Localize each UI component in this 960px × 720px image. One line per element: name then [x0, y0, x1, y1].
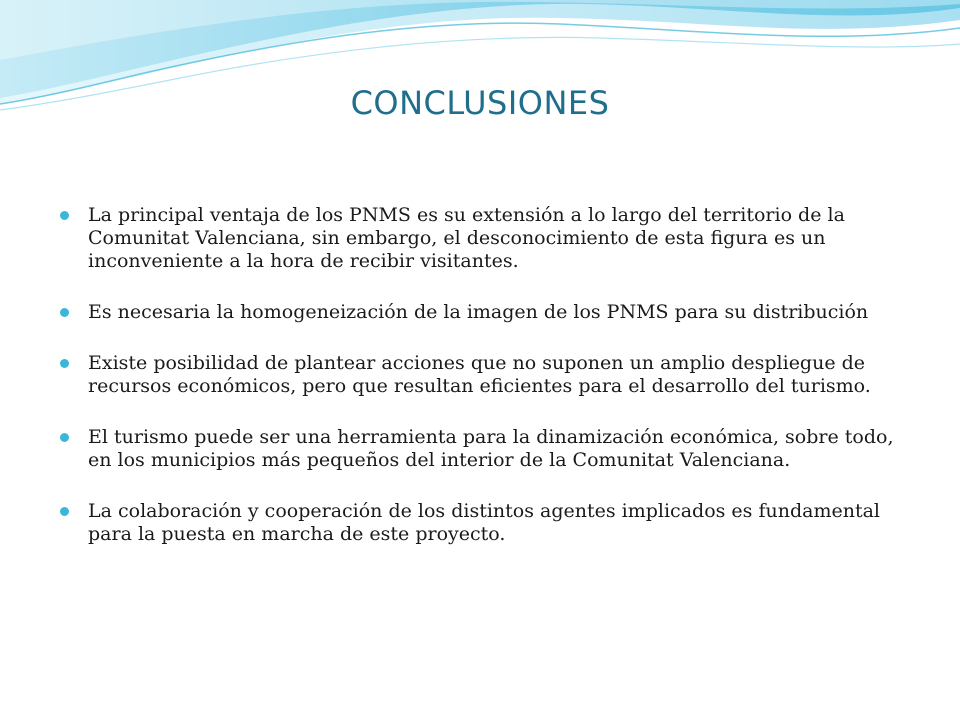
- bullet-text: Es necesaria la homogeneización de la imagen de los PNMS para su distribución: [88, 301, 869, 323]
- list-item: [60, 426, 920, 472]
- bullet-dot-icon: [60, 433, 69, 442]
- bullet-text: Existe posibilidad de plantear acciones que no suponen un amplio despliegue de recursos económicos, pero que resultan eficientes para el desarrollo del turismo.: [88, 352, 871, 397]
- list-item: [60, 301, 920, 324]
- bullet-dot-icon: [60, 308, 69, 317]
- list-item: [60, 204, 920, 273]
- bullet-text: El turismo puede ser una herramienta para la dinamización económica, sobre todo, en los municipios más pequeños del interior de la Comunitat Valenciana.: [88, 426, 894, 471]
- bullet-text: La colaboración y cooperación de los distintos agentes implicados es fundamental para la puesta en marcha de este proyecto.: [88, 500, 880, 545]
- bullet-dot-icon: [60, 359, 69, 368]
- bullet-dot-icon: [60, 211, 69, 220]
- conclusions-list: [60, 204, 920, 574]
- list-item: [60, 352, 920, 398]
- list-item: [60, 500, 920, 546]
- slide-title: CONCLUSIONES: [350, 84, 610, 122]
- bullet-text: La principal ventaja de los PNMS es su extensión a lo largo del territorio de la Comunitat Valenciana, sin embargo, el desconocimiento de esta figura es un inconveniente a la hora de recibir visitantes.: [88, 204, 845, 272]
- bullet-dot-icon: [60, 507, 69, 516]
